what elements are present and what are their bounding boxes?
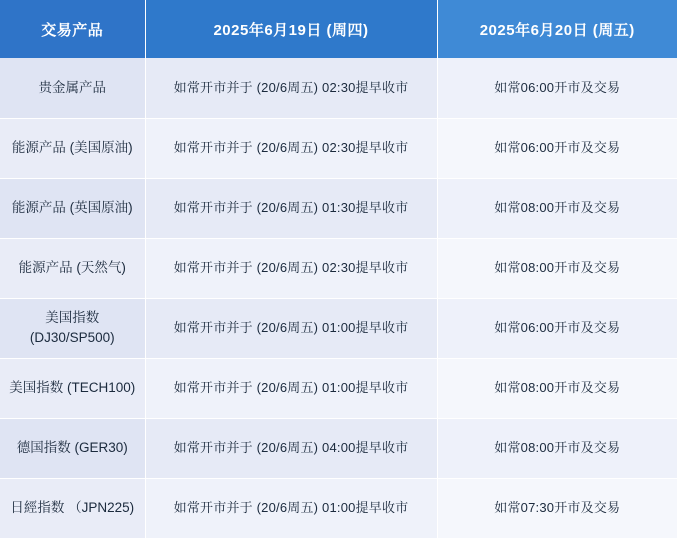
cell-day1: 如常开市并于 (20/6周五) 01:00提早收市 [145,478,437,538]
cell-day1: 如常开市并于 (20/6周五) 02:30提早收市 [145,58,437,118]
cell-day1: 如常开市并于 (20/6周五) 02:30提早收市 [145,118,437,178]
table-row [0,418,677,478]
table-header [0,0,677,58]
cell-day2: 如常08:00开市及交易 [437,238,677,298]
cell-day2: 如常07:30开市及交易 [437,478,677,538]
table-row [0,178,677,238]
table-row [0,298,677,358]
table-row [0,58,677,118]
cell-day2: 如常06:00开市及交易 [437,118,677,178]
cell-day1: 如常开市并于 (20/6周五) 04:00提早收市 [145,418,437,478]
cell-product: 日經指数 （JPN225) [0,478,145,538]
table-row [0,238,677,298]
cell-day1: 如常开市并于 (20/6周五) 01:00提早收市 [145,358,437,418]
cell-day2: 如常08:00开市及交易 [437,358,677,418]
cell-day1: 如常开市并于 (20/6周五) 02:30提早收市 [145,238,437,298]
column-header-day2: 2025年6月20日 (周五) [437,0,677,58]
cell-product: 德国指数 (GER30) [0,418,145,478]
cell-product: 贵金属产品 [0,58,145,118]
cell-day1: 如常开市并于 (20/6周五) 01:00提早收市 [145,298,437,358]
table-row [0,358,677,418]
cell-product: 美国指数 (DJ30/SP500) [0,298,145,358]
cell-product: 能源产品 (天然气) [0,238,145,298]
table-row [0,478,677,538]
column-header-day1: 2025年6月19日 (周四) [145,0,437,58]
cell-day2: 如常06:00开市及交易 [437,58,677,118]
column-header-product: 交易产品 [0,0,145,58]
cell-product: 能源产品 (英国原油) [0,178,145,238]
table-body [0,58,677,538]
cell-product: 能源产品 (美国原油) [0,118,145,178]
cell-day2: 如常06:00开市及交易 [437,298,677,358]
cell-product: 美国指数 (TECH100) [0,358,145,418]
cell-day2: 如常08:00开市及交易 [437,178,677,238]
header-row [0,0,677,58]
table-row [0,118,677,178]
cell-day2: 如常08:00开市及交易 [437,418,677,478]
cell-day1: 如常开市并于 (20/6周五) 01:30提早收市 [145,178,437,238]
